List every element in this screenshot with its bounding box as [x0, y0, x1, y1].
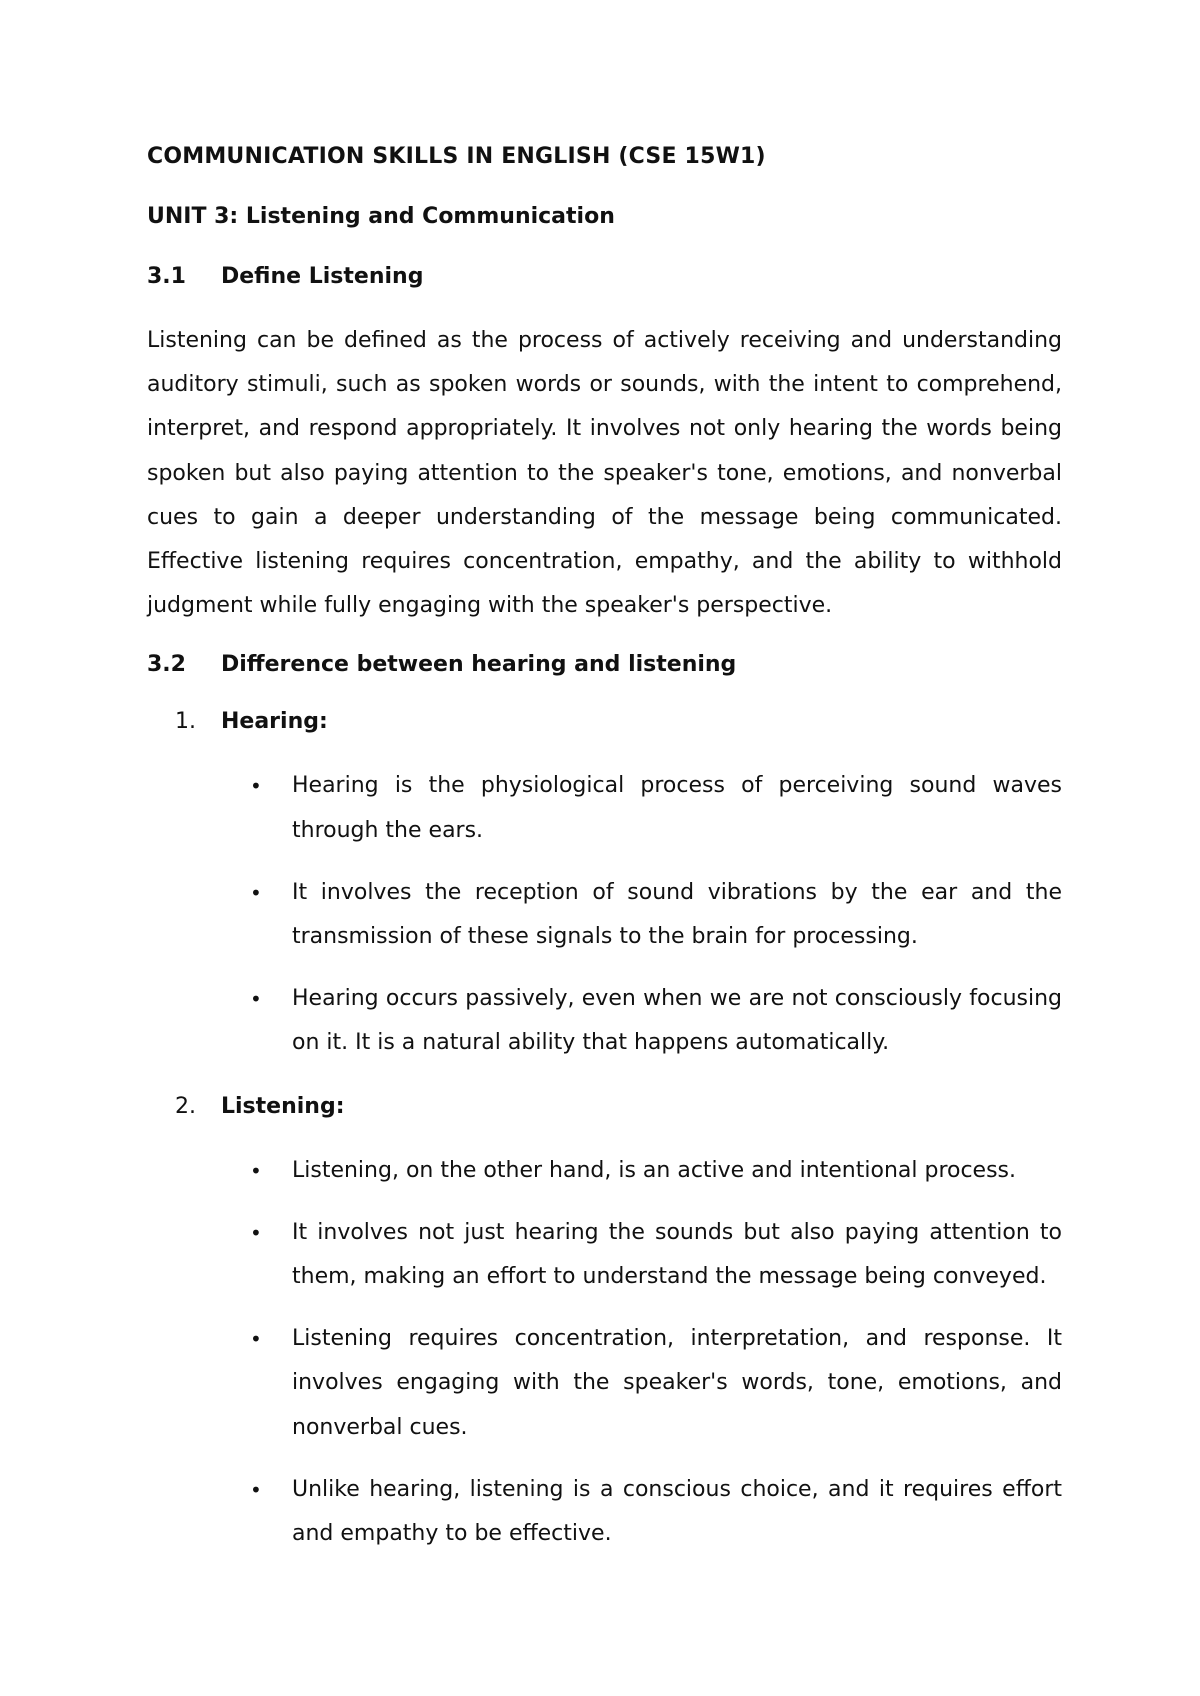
hearing-bullet-list — [147, 764, 1062, 1065]
bullet-text: It involves the reception of sound vibrations by the ear and the transmission of these signals to the brain for processing. — [292, 879, 1062, 950]
list-item — [147, 1149, 1062, 1193]
bullet-icon: • — [250, 774, 262, 799]
bullet-icon: • — [250, 1158, 262, 1183]
list-item — [147, 1468, 1062, 1556]
document-page — [147, 142, 1062, 1582]
section-heading-3-2 — [147, 650, 1062, 680]
unit-title: UNIT 3: Listening and Communication — [147, 204, 615, 229]
list-item — [147, 871, 1062, 959]
bullet-icon: • — [250, 1327, 262, 1352]
bullet-text: It involves not just hearing the sounds but also paying attention to them, making an effort to understand the message being conveyed. — [292, 1219, 1062, 1290]
bullet-text: Hearing is the physiological process of perceiving sound waves through the ears. — [292, 773, 1062, 843]
bullet-text: Hearing occurs passively, even when we are not consciously focusing on it. It is a natural ability that happens automatically. — [292, 986, 1062, 1056]
bullet-icon: • — [250, 987, 262, 1012]
list-item — [147, 1211, 1062, 1299]
bullet-text: Listening, on the other hand, is an active and intentional process. — [292, 1157, 1017, 1183]
listening-bullet-list — [147, 1149, 1062, 1557]
item-label: Listening: — [221, 1093, 345, 1119]
item-number: 2. — [175, 1093, 196, 1119]
list-item — [147, 1317, 1062, 1450]
definition-paragraph: Listening can be defined as the process of actively receiving and understanding auditory stimuli, such as spoken words or sounds, with the intent to comprehend, interpret, and respond appropriately. It involves not only hearing the words being spoken but also paying attention to the speaker's tone, emotions, and nonverbal cues to gain a deeper understanding of the message being communicated. Effective listening requires concentration, empathy, and the ability to withhold judgment while fully engaging with the speaker's perspective. — [147, 328, 1062, 619]
list-item — [147, 764, 1062, 852]
section-number: 3.1 — [147, 264, 186, 289]
list-item — [147, 977, 1062, 1065]
section-title: Define Listening — [221, 264, 424, 289]
section-heading-3-1 — [147, 262, 1062, 292]
bullet-icon: • — [250, 880, 262, 905]
section-title: Difference between hearing and listening — [221, 652, 737, 678]
document-title: COMMUNICATION SKILLS IN ENGLISH (CSE 15W1) — [147, 144, 766, 169]
numbered-item-hearing — [147, 707, 1062, 737]
bullet-icon: • — [250, 1477, 262, 1502]
section-number: 3.2 — [147, 652, 186, 678]
bullet-icon: • — [250, 1220, 262, 1245]
item-number: 1. — [175, 709, 196, 735]
bullet-text: Listening requires concentration, interpretation, and response. It involves engaging with the speaker's words, tone, emotions, and nonverbal cues. — [292, 1326, 1062, 1440]
bullet-text: Unlike hearing, listening is a conscious choice, and it requires effort and empathy to be effective. — [292, 1476, 1062, 1547]
item-label: Hearing: — [221, 709, 328, 735]
numbered-item-listening — [147, 1092, 1062, 1122]
